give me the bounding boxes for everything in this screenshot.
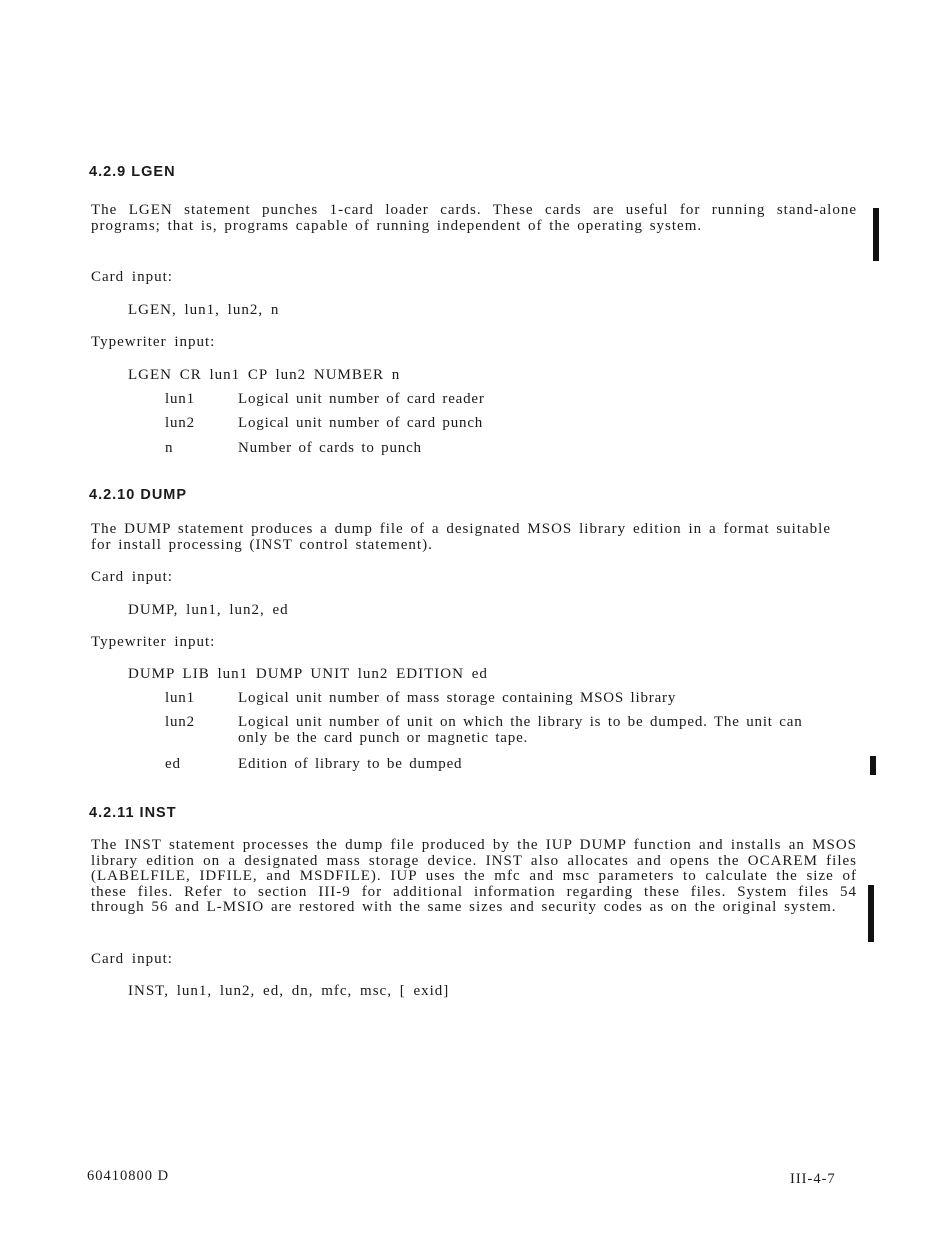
param-desc: Logical unit number of mass storage containing MSOS library (238, 690, 677, 706)
param-name: lun1 (165, 690, 195, 706)
section-heading-inst: 4.2.11 INST (89, 805, 177, 821)
inst-card-input-label: Card input: (91, 951, 173, 967)
lgen-typewriter-label: Typewriter input: (91, 334, 216, 350)
document-number: 60410800 D (87, 1168, 170, 1184)
section-heading-lgen: 4.2.9 LGEN (89, 164, 176, 180)
inst-card-input-syntax: INST, lun1, lun2, ed, dn, mfc, msc, [ exid] (128, 983, 450, 999)
lgen-card-input-syntax: LGEN, lun1, lun2, n (128, 302, 280, 318)
lgen-paragraph: The LGEN statement punches 1-card loader cards. These cards are useful for running stand-alone programs; that is, programs capable of running independent of the operating system. (91, 202, 857, 234)
inst-paragraph: The INST statement processes the dump file produced by the IUP DUMP function and installs an MSOS library edition on a designated mass storage device. INST also allocates and opens the OCAREM files (LABELFILE, IDFILE, and MSDFILE). IUP uses the mfc and msc parameters to calculate the size of these files. Refer to section III-9 for additional information regarding these files. System files 54 through 56 and L-MSIO are restored with the same sizes and security codes as on the original system. (91, 837, 857, 915)
page-number: III-4-7 (790, 1171, 836, 1187)
change-bar (873, 208, 879, 261)
dump-typewriter-label: Typewriter input: (91, 634, 216, 650)
change-bar (868, 885, 874, 942)
param-desc: Edition of library to be dumped (238, 756, 463, 772)
param-name: ed (165, 756, 181, 772)
param-name: lun2 (165, 714, 195, 730)
param-name: lun1 (165, 391, 195, 407)
change-bar (870, 756, 876, 775)
param-desc: Number of cards to punch (238, 440, 422, 456)
param-desc: Logical unit number of card punch (238, 415, 484, 431)
param-name: lun2 (165, 415, 195, 431)
dump-card-input-syntax: DUMP, lun1, lun2, ed (128, 602, 289, 618)
section-heading-dump: 4.2.10 DUMP (89, 487, 188, 503)
lgen-card-input-label: Card input: (91, 269, 173, 285)
dump-typewriter-syntax: DUMP LIB lun1 DUMP UNIT lun2 EDITION ed (128, 666, 488, 682)
lgen-typewriter-syntax: LGEN CR lun1 CP lun2 NUMBER n (128, 367, 401, 383)
param-desc: Logical unit number of unit on which the library is to be dumped. The unit can only be the card punch or magnetic tape. (238, 714, 803, 746)
dump-card-input-label: Card input: (91, 569, 173, 585)
param-desc: Logical unit number of card reader (238, 391, 485, 407)
param-name: n (165, 440, 174, 456)
dump-paragraph: The DUMP statement produces a dump file of a designated MSOS library edition in a format suitable for install processing (INST control statement). (91, 521, 831, 553)
